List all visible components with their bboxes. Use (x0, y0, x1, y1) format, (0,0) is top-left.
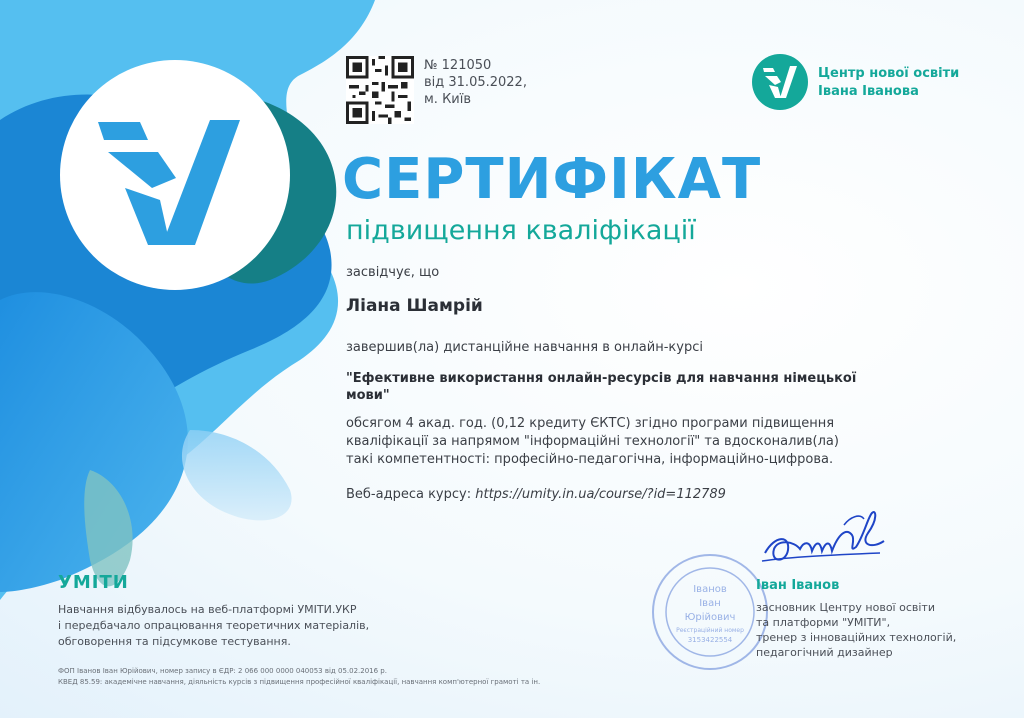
course-url-link[interactable]: https://umity.in.ua/course/?id=112789 (475, 487, 726, 502)
course-url-line (346, 487, 726, 502)
platform-description-line1: Навчання відбувалось на веб-платформі УМІТИ.УКР (58, 603, 357, 616)
organization-name (818, 65, 959, 101)
stamp-line3: Юрійович (684, 612, 736, 623)
signer-description-line2: та платформи "УМІТИ", (756, 616, 891, 629)
certificate-title: СЕРТИФІКАТ (342, 147, 762, 212)
platform-description-line3: обговорення та підсумкове тестування. (58, 635, 291, 648)
signer-name: Іван Іванов (756, 578, 840, 593)
platform-description-line2: і передбачало опрацювання теоретичних матеріалів, (58, 619, 370, 632)
organization-name-line2: Івана Іванова (818, 84, 919, 99)
course-description-line3: такі компетентності: професійно-педагогічна, інформаційно-цифрова. (346, 452, 834, 467)
course-description-line1: обсягом 4 акад. год. (0,12 кредиту ЄКТС) згідно програми підвищення (346, 416, 835, 431)
legal-info-line2: КВЕД 85.59: академічне навчання, діяльність курсів з підвищення професійної кваліфікації, навчання комп'ютерної грамоті та ін. (58, 678, 541, 686)
certificate-city: м. Київ (424, 92, 472, 107)
platform-description (58, 602, 378, 650)
course-description (346, 415, 876, 469)
signer-description-line1: засновник Центру нової освіти (756, 601, 935, 614)
certifies-text: засвідчує, що (346, 265, 440, 280)
stamp-line2: Іван (699, 598, 721, 609)
course-title: "Ефективне використання онлайн-ресурсів для навчання німецької мови" (346, 371, 857, 403)
stamp-line1: Іванов (693, 584, 727, 595)
stamp-line5: 3153422554 (687, 636, 733, 644)
course-description-line2: кваліфікації за напрямом "інформаційні технології" та вдосконалив(ла) (346, 434, 839, 449)
recipient-name: Ліана Шамрій (346, 296, 483, 316)
certificate-meta (424, 57, 527, 108)
legal-info-line1: ФОП Іванов Іван Юрійович, номер запису в ЄДР: 2 066 000 0000 040053 від 05.02.2016 р. (58, 667, 387, 675)
signer-description (756, 600, 976, 660)
certificate-subtitle: підвищення кваліфікації (346, 215, 696, 246)
stamp-line4: Реєстраційний номер (676, 627, 744, 634)
platform-brand: УМІТИ (58, 572, 129, 593)
signature (760, 505, 890, 575)
legal-info (58, 666, 618, 688)
course-url-label: Веб-адреса курсу: (346, 487, 472, 502)
qr-code (346, 56, 414, 124)
certificate-number: № 121050 (424, 58, 492, 73)
official-stamp (650, 552, 770, 672)
completed-text: завершив(ла) дистанційне навчання в онлайн-курсі (346, 340, 703, 355)
organization-logo-icon (750, 52, 810, 112)
certificate-date: від 31.05.2022, (424, 75, 527, 90)
signer-description-line4: педагогічний дизайнер (756, 646, 893, 659)
organization-name-line1: Центр нової освіти (818, 66, 960, 81)
signer-description-line3: тренер з інноваційних технологій, (756, 631, 957, 644)
